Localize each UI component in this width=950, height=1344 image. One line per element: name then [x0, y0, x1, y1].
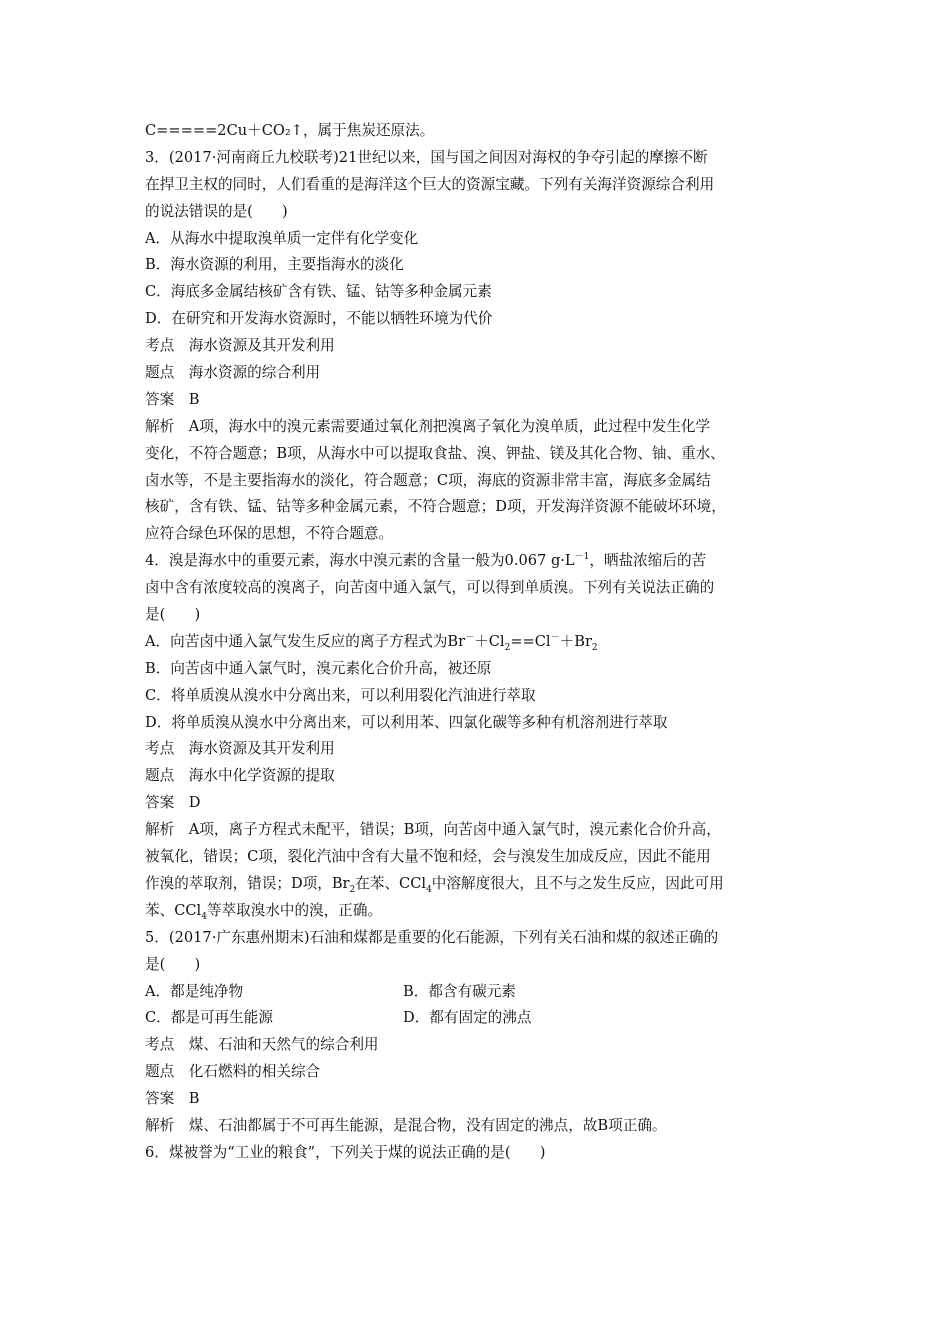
- question-4-stem: 卤中含有浓度较高的溴离子，向苦卤中通入氯气，可以得到单质溴。下列有关说法正确的: [145, 579, 715, 597]
- explanation-line: 解析 煤、石油都属于不可再生能源，是混合物，没有固定的沸点，故B项正确。: [145, 1116, 667, 1134]
- explanation-line: 卤水等，不是主要指海水的淡化，符合题意；C项，海底的资源非常丰富，海底多金属结: [145, 471, 711, 489]
- option-c: C．将单质溴从溴水中分离出来，可以利用裂化汽油进行萃取: [145, 686, 536, 704]
- question-4-stem: [145, 548, 815, 575]
- explanation-line: 应符合绿色环保的思想，不符合题意。: [145, 525, 394, 543]
- subtopic-line: 题点 海水资源的综合利用: [145, 364, 321, 382]
- explanation-line: 解析 A项，海水中的溴元素需要通过氧化剂把溴离子氧化为溴单质，此过程中发生化学: [145, 417, 711, 435]
- question-5-stem: 是( ): [145, 955, 201, 973]
- question-5-stem: 5．(2017·广东惠州期末)石油和煤都是重要的化石能源，下列有关石油和煤的叙述正确的: [145, 928, 719, 946]
- option-a: [145, 629, 815, 656]
- topic-line: 考点 海水资源及其开发利用: [145, 740, 335, 758]
- options-row: [145, 1005, 815, 1032]
- question-3-stem: 的说法错误的是( ): [145, 202, 288, 220]
- subscript: 2: [504, 642, 511, 653]
- explanation-line: 变化，不符合题意；B项，从海水中可以提取食盐、溴、钾盐、镁及其化合物、铀、重水、: [145, 444, 725, 462]
- text-segment: 4．溴是海水中的重要元素，海水中溴元素的含量一般为0.067 g·L: [145, 552, 575, 570]
- option-b: B．都含有碳元素: [403, 982, 516, 1000]
- question-3-stem: 3．(2017·河南商丘九校联考)21世纪以来，国与国之间因对海权的争夺引起的摩擦不断: [145, 148, 708, 166]
- question-3-stem: 在捍卫主权的同时，人们看重的是海洋这个巨大的资源宝藏。下列有关海洋资源综合利用: [145, 175, 715, 193]
- subtopic-line: 题点 化石燃料的相关综合: [145, 1063, 321, 1081]
- subscript: 2: [349, 884, 356, 895]
- superscript: －: [550, 633, 560, 644]
- option-d: D．都有固定的沸点: [403, 1009, 532, 1027]
- document-body: [145, 118, 815, 1167]
- explanation-line: [145, 898, 815, 925]
- explanation-line: 解析 A项，离子方程式未配平，错误；B项，向苦卤中通入氯气时，溴元素化合价升高，: [145, 821, 721, 839]
- text-line: C=====2Cu＋CO₂↑，属于焦炭还原法。: [145, 122, 435, 139]
- subscript: 4: [201, 911, 207, 922]
- option-a: A．从海水中提取溴单质一定伴有化学变化: [145, 229, 419, 247]
- explanation-line: 被氧化，错误；C项，裂化汽油中含有大量不饱和烃，会与溴发生加成反应，因此不能用: [145, 848, 711, 866]
- text-segment: ＋Br: [559, 632, 592, 650]
- option-d: D．将单质溴从溴水中分离出来，可以利用苯、四氯化碳等多种有机溶剂进行萃取: [145, 713, 668, 731]
- answer-line: 答案 D: [145, 794, 201, 812]
- text-segment: 在苯、CCl: [355, 874, 427, 892]
- option-c: C．都是可再生能源: [145, 1009, 273, 1027]
- superscript: －1: [574, 552, 590, 563]
- text-segment: 等萃取溴水中的溴，正确。: [206, 901, 383, 919]
- superscript: －: [465, 633, 475, 644]
- subscript: 4: [426, 884, 432, 895]
- question-6-stem: 6．煤被誉为“工业的粮食”，下列关于煤的说法正确的是( ): [145, 1143, 546, 1161]
- text-segment: 苯、CCl: [145, 901, 202, 919]
- option-a: A．都是纯净物: [145, 982, 244, 1000]
- answer-line: 答案 B: [145, 1090, 200, 1108]
- text-segment: A．向苦卤中通入氯气发生反应的离子方程式为Br: [145, 632, 466, 650]
- text-segment: ＋Cl: [474, 632, 505, 650]
- answer-line: 答案 B: [145, 390, 200, 408]
- explanation-line: [145, 871, 815, 898]
- topic-line: 考点 煤、石油和天然气的综合利用: [145, 1036, 379, 1054]
- topic-line: 考点 海水资源及其开发利用: [145, 337, 335, 355]
- subtopic-line: 题点 海水中化学资源的提取: [145, 767, 335, 785]
- text-segment: 中溶解度很大，且不与之发生反应，因此可用: [431, 874, 724, 892]
- option-b: B．向苦卤中通入氯气时，溴元素化合价升高，被还原: [145, 659, 492, 677]
- option-c: C．海底多金属结核矿含有铁、锰、钴等多种金属元素: [145, 283, 492, 301]
- text-segment: ==Cl: [510, 632, 551, 650]
- subscript: 2: [591, 642, 598, 653]
- question-4-stem: 是( ): [145, 606, 201, 624]
- option-d: D．在研究和开发海水资源时，不能以牺牲环境为代价: [145, 310, 493, 328]
- text-segment: 作溴的萃取剂，错误；D项，Br: [145, 874, 350, 892]
- explanation-line: 核矿，含有铁、锰、钴等多种金属元素，不符合题意；D项，开发海洋资源不能破坏环境，: [145, 498, 726, 516]
- options-row: [145, 979, 815, 1006]
- option-b: B．海水资源的利用，主要指海水的淡化: [145, 256, 404, 274]
- text-segment: ，晒盐浓缩后的苦: [589, 552, 707, 570]
